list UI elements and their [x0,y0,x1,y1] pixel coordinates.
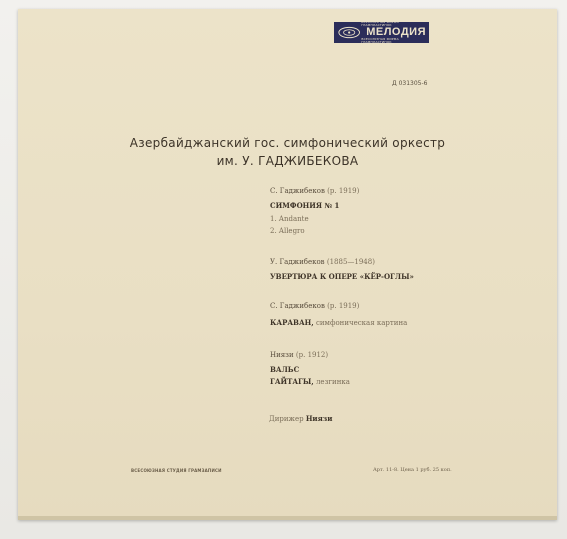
orchestra-name-line2: им. У. ГАДЖИБЕКОВА [216,154,359,168]
sleeve-bottom-edge [18,516,557,520]
composer-name: Ниязи [270,351,294,359]
composer-name: У. Гаджибеков [270,258,325,266]
studio-credit: ВСЕСОЮЗНАЯ СТУДИЯ ГРАМЗАПИСИ [131,468,222,473]
melodiya-logo [334,22,429,43]
composer-years: (р. 1919) [327,187,360,195]
logo-bottom-caption: ВСЕСОЮЗНАЯ ФИРМА ГРАМПЛАСТИНОК [361,37,399,44]
conductor-credit [269,414,332,423]
work-description: симфоническая картина [315,319,408,327]
track-4-title-1: ВАЛЬС [270,365,300,374]
track-3-credit [270,302,359,310]
track-4-credit [270,351,328,359]
price-info: Арт. 11-8. Цена 1 руб. 25 коп. [373,467,452,473]
logo-top-caption: ВСЕСОЮЗНАЯ ФИРМА ГРАМПЛАСТИНОК [361,20,399,27]
track-3-title [270,318,407,327]
track-1-credit [270,187,359,195]
track-2-credit [270,258,375,266]
track-1-title: СИМФОНИЯ № 1 [270,201,340,210]
composer-name: С. Гаджибеков [270,187,325,195]
work-title: ГАЙТАГЫ, [270,377,314,386]
track-2-title: УВЕРТЮРА К ОПЕРЕ «КЁР-ОГЛЫ» [270,272,414,281]
track-1-movement-1: 1. Andante [270,215,309,223]
logo-name: МЕЛОДИЯ [366,26,426,38]
track-1-movement-2: 2. Allegro [270,227,305,235]
composer-years: (р. 1919) [327,302,360,310]
conductor-label: Дирижер [269,415,304,423]
composer-name: С. Гаджибеков [270,302,325,310]
work-title: КАРАВАН, [270,318,314,327]
record-disc-icon [337,25,361,40]
track-4-title-2 [270,377,350,386]
catalog-number: Д 031305-6 [392,80,428,87]
composer-years: (р. 1912) [295,351,329,359]
work-description: лезгинка [315,378,350,386]
conductor-name: Ниязи [305,414,333,423]
orchestra-name-line1: Азербайджанский гос. симфонический оркестр [129,136,446,150]
composer-years: (1885—1948) [326,258,375,266]
